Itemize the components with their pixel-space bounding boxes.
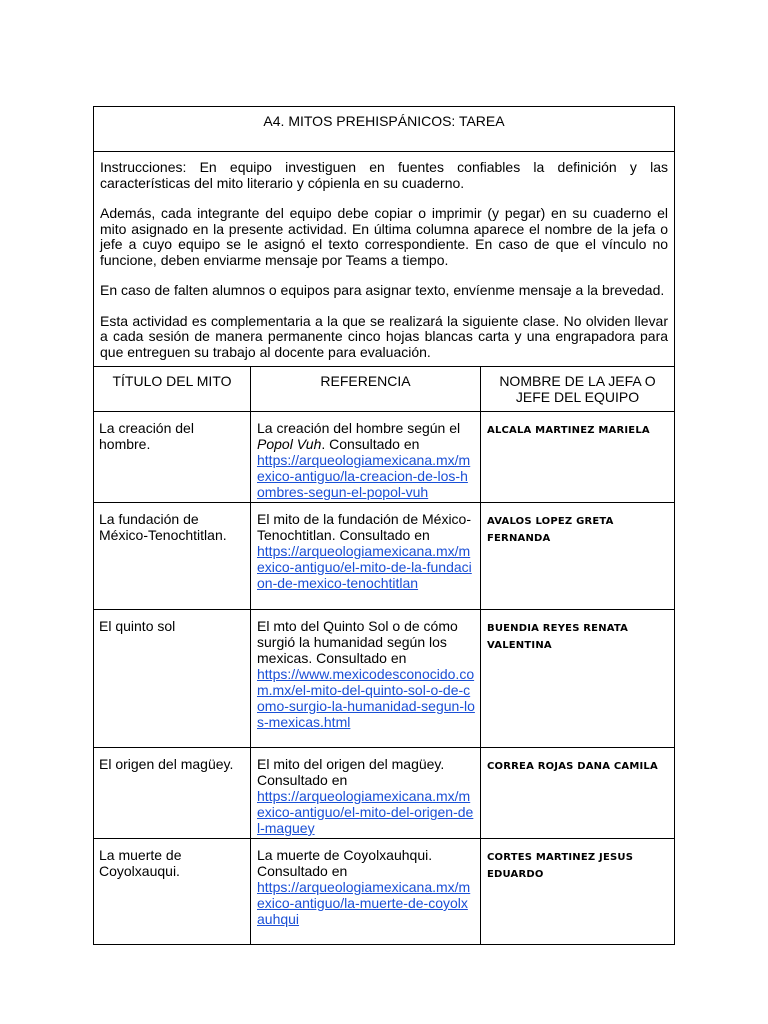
myth-title: La fundación de México-Tenochtitlan. <box>94 503 251 610</box>
instruction-paragraph: En caso de falten alumnos o equipos para asignar texto, envíenme mensaje a la brevedad. <box>100 282 665 298</box>
table-row <box>94 610 675 748</box>
header-title-column: TÍTULO DEL MITO <box>94 367 251 412</box>
myth-reference <box>251 839 481 945</box>
table-row <box>94 839 675 945</box>
myth-title: El origen del magüey. <box>94 748 251 839</box>
reference-link[interactable]: https://arqueologiamexicana.mx/mexico-antiguo/la-muerte-de-coyolxauhqui <box>257 879 471 927</box>
reference-text: El mto del Quinto Sol o de cómo surgió la humanidad según los mexicas. Consultado en <box>257 618 458 666</box>
assignment-table <box>93 106 675 945</box>
reference-link[interactable]: https://arqueologiamexicana.mx/mexico-antiguo/el-mito-de-la-fundacion-de-mexico-tenochtitlan <box>257 543 472 591</box>
reference-text: La creación del hombre según el <box>257 420 461 436</box>
instructions-block <box>94 152 675 367</box>
myth-reference <box>251 503 481 610</box>
myth-reference <box>251 610 481 748</box>
team-leader: AVALOS LOPEZ GRETA FERNANDA <box>481 503 675 610</box>
myth-title: La creación del hombre. <box>94 412 251 503</box>
reference-text-end: . Consultado en <box>321 436 420 452</box>
instruction-paragraph: Además, cada integrante del equipo debe copiar o imprimir (y pegar) en su cuaderno el mito asignado en la presente actividad. En última columna aparece el nombre de la jefa o jefe a cuyo equipo se le asignó el texto correspondiente. En caso de que el vínculo no funcione, deben enviarme mensaje por Teams a tiempo. <box>100 205 669 268</box>
reference-text: La muerte de Coyolxauhqui. Consultado en <box>257 847 433 879</box>
team-leader: CORREA ROJAS DANA CAMILA <box>481 748 675 839</box>
team-leader: BUENDIA REYES RENATA VALENTINA <box>481 610 675 748</box>
myth-title: El quinto sol <box>94 610 251 748</box>
reference-italic-text: Popol Vuh <box>257 436 322 452</box>
reference-text: El mito del origen del magüey. Consultado en <box>257 756 445 788</box>
instruction-paragraph: Esta actividad es complementaria a la que se realizará la siguiente clase. No olviden llevar a cada sesión de manera permanente cinco hojas blancas carta y una engrapadora para que entreguen su trabajo al docente para evaluación. <box>100 312 669 360</box>
document-title: A4. MITOS PREHISPÁNICOS: TAREA <box>94 107 675 152</box>
header-leader-column: NOMBRE DE LA JEFA O JEFE DEL EQUIPO <box>481 367 675 412</box>
reference-link[interactable]: https://arqueologiamexicana.mx/mexico-antiguo/la-creacion-de-los-hombres-segun-el-popol-vuh <box>257 452 471 500</box>
reference-text: El mito de la fundación de México-Tenochtitlan. Consultado en <box>257 511 471 543</box>
reference-link[interactable]: https://arqueologiamexicana.mx/mexico-antiguo/el-mito-del-origen-del-maguey <box>257 788 474 836</box>
myth-reference <box>251 412 481 503</box>
team-leader: ALCALA MARTINEZ MARIELA <box>481 412 675 503</box>
table-row <box>94 412 675 503</box>
myth-title: La muerte de Coyolxauqui. <box>94 839 251 945</box>
header-reference-column: REFERENCIA <box>251 367 481 412</box>
table-row <box>94 748 675 839</box>
myth-reference <box>251 748 481 839</box>
team-leader: CORTES MARTINEZ JESUS EDUARDO <box>481 839 675 945</box>
reference-link[interactable]: https://www.mexicodesconocido.com.mx/el-mito-del-quinto-sol-o-de-como-surgio-la-humanidad-segun-los-mexicas.html <box>257 666 475 730</box>
table-row <box>94 503 675 610</box>
instruction-paragraph: Instrucciones: En equipo investiguen en fuentes confiables la definición y las características del mito literario y cópienla en su cuaderno. <box>100 159 669 191</box>
